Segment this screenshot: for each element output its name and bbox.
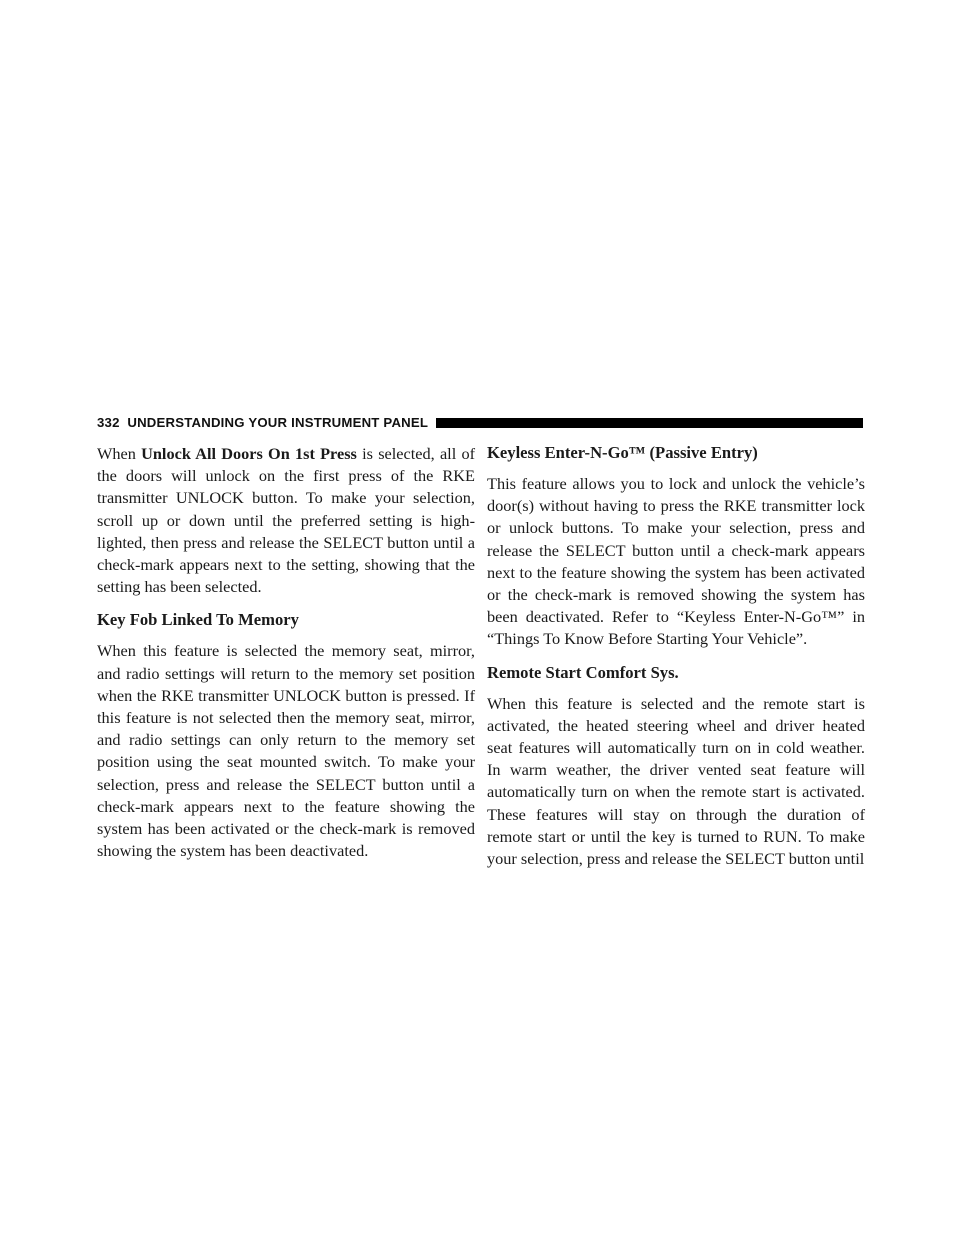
section-title: UNDERSTANDING YOUR INSTRUMENT PANEL <box>127 415 429 430</box>
intro-bold-phrase: Unlock All Doors On 1st Press <box>141 444 357 463</box>
page-header <box>97 414 863 431</box>
keyfob-heading: Key Fob Linked To Memory <box>97 610 299 630</box>
right-column <box>487 443 865 870</box>
remote-paragraph: When this feature is selected and the remote start is activated, the heated steering wheel and driver heated seat features will automatically turn on in cold weather. In warm weather, the driver vented seat feature will automatically turn on when the remote start is activated. These features will stay on through the duration of remote start or until the key is turned to RUN. To make your selection, press and release the SELECT button until <box>487 693 865 869</box>
keyless-heading: Keyless Enter-N-Go™ (Passive Entry) <box>487 443 758 462</box>
remote-heading: Remote Start Comfort Sys. <box>487 662 679 682</box>
keyfob-paragraph: When this feature is selected the memory seat, mirror, and radio settings will return to the memory set position when the RKE transmitter UNLOCK button is pressed. If this feature is not selected then the memory seat, mirror, and radio settings can only return to the memory set position using the seat mounted switch. To make your selection, press and release the SELECT button until a check-mark appears next to the feature showing the system has been activated or the check-mark is removed showing the system has been deactivated. <box>97 641 475 861</box>
keyless-paragraph: This feature allows you to lock and unlock the vehicle’s door(s) without having to press the RKE transmitter lock or unlock buttons. To make your selection, press and release the SELECT button until a check-mark appears next to the feature showing the system has been activated or the check-mark is removed showing the system has been deactivated. Refer to “Keyless Enter-N-Go™” in “Things To Know Before Starting Your Vehicle”. <box>487 474 865 649</box>
intro-rest: is selected, all of the doors will unlock on the first press of the RKE transmitter UNLOCK button. To make your selection, scroll up or down until the preferred setting is highlighted, then press and release the SELECT button until a check-mark appears next to the setting, showing that the setting has been selected. <box>97 444 476 597</box>
header-rule <box>436 418 863 428</box>
left-column <box>97 443 475 862</box>
page-number: 332 <box>97 415 120 430</box>
intro-lead: When <box>97 444 142 463</box>
page-header-text <box>97 415 436 430</box>
intro-paragraph <box>97 443 475 598</box>
